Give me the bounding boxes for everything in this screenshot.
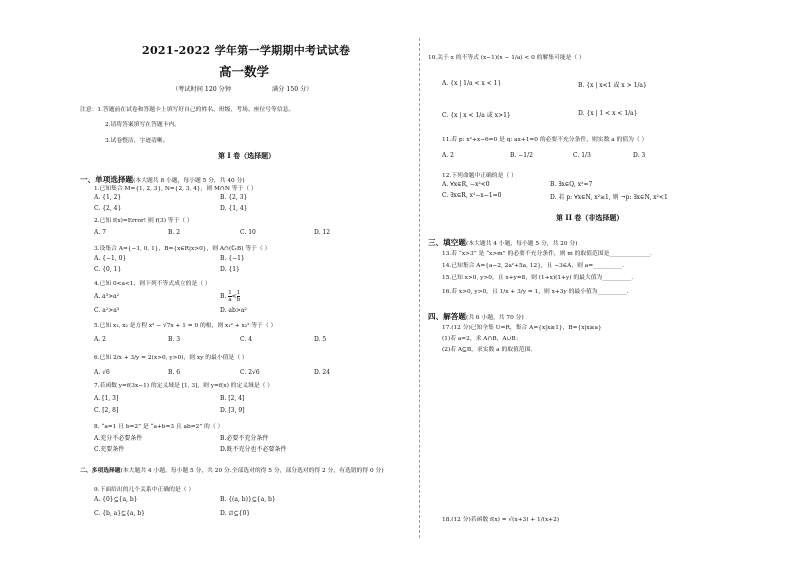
q10-option-b: B. {x | x<1 或 x > 1/a}	[578, 82, 647, 89]
column-divider	[419, 38, 420, 538]
question-16: 16.若 x>0, y>0，且 1/x + 3/y = 1，则 x+3y 的最小值为__________.	[442, 289, 629, 295]
q6-option-a: A. √6	[94, 369, 110, 376]
question-10: 10.关于 x 的不等式 (x−1)(x − 1/a) < 0 的解集可能是（ ）	[428, 55, 585, 61]
right-column	[428, 0, 763, 562]
q5-option-d: D. 5	[314, 336, 327, 343]
q7-option-b: B. [2, 4]	[220, 395, 245, 402]
subject-title: 高一数学	[219, 64, 270, 79]
section-3-title: 三、填空题	[428, 238, 466, 247]
question-14: 14.已知集合 A={a−2, 2a²+5a, 12}，且 −3∈A，则 a=__________.	[442, 263, 624, 269]
exam-title: 2021-2022 学年第一学期期中考试试卷	[142, 44, 351, 57]
q1-option-a: A. {1, 2}	[94, 194, 122, 201]
q9-option-a: A. {0}⊆{a, b}	[94, 496, 138, 503]
q10-option-c: C. {x | x < 1/a 或 x>1}	[442, 112, 511, 119]
q12-option-b: B. ∃x∈Q, x²=7	[550, 181, 593, 188]
q8-option-b: B.必要不充分条件	[220, 435, 269, 442]
question-5: 5.已知 x₁, x₂ 是方程 x² − √7x + 1 = 0 的根，则 x₁² + x₂² 等于（ ）	[94, 323, 277, 329]
left-column	[80, 0, 410, 562]
q9-option-d: D. ∅⊆{0}	[220, 510, 251, 517]
q3-option-c: C. {0, 1}	[94, 266, 122, 273]
q1-option-d: D. {1, 4}	[220, 205, 248, 212]
q2-option-c: C. 10	[240, 229, 256, 236]
question-7: 7.若函数 y=f(3x−1) 的定义域是 [1, 3]，则 y=f(x) 的定义域是（ ）	[94, 383, 274, 389]
question-15: 15.已知 x>0, y>0，且 x+y=8，则 (1+x)(1+y) 的最大值为__________.	[442, 275, 634, 281]
question-8: 8. “a=1 且 b=2” 是 “a+b=3 且 ab=2” 的（ ）	[94, 424, 224, 430]
question-2: 2.已知 f(x)=Error! 则 f(3) 等于（ ）	[94, 218, 193, 224]
q11-option-c: C. 1/3	[573, 152, 591, 159]
q3-option-d: D. {1}	[220, 266, 240, 273]
question-3: 3.设集合 A={−1, 0, 1}，B={x∈R|x>0}，则 A∩(∁ᵣB) 等于（ ）	[94, 246, 271, 252]
section-4-desc: (共 6 小题，共 70 分)	[465, 315, 524, 321]
section-2-heading	[80, 462, 410, 476]
q6-option-d: D. 24	[314, 369, 331, 376]
note-2: 2.请将答案填写在答题卡内。	[105, 122, 181, 128]
question-11: 11.若 p: x²+x−6=0 是 q: ax+1=0 的必要不充分条件，则实数 a 的值为（ ）	[442, 137, 648, 143]
q4-option-a: A. a³>a²	[94, 293, 120, 300]
q3-option-b: B. {−1}	[220, 255, 245, 262]
q8-option-a: A.充分不必要条件	[94, 435, 143, 442]
section-1-desc: (本大题共 8 小题，每小题 5 分，共 40 分)	[133, 178, 245, 184]
exam-time: （考试时间 120 分钟	[172, 86, 232, 93]
q4-option-d: D. ab>a²	[220, 307, 247, 314]
q11-option-a: A. 2	[442, 152, 454, 159]
note-3: 3.试卷整洁，字迹清晰。	[105, 138, 169, 144]
section-3-heading	[428, 230, 577, 249]
q9-option-c: C. {b, a}⊆{a, b}	[94, 510, 145, 517]
q1-option-c: C. {2, 4}	[94, 205, 122, 212]
note-1: 注意：1.答题前在试卷和答题卡上填写好自己的姓名、班级、考场、座位号等信息。	[80, 107, 295, 113]
q2-option-b: B. 2	[168, 229, 181, 236]
section-4-title: 四、解答题	[428, 312, 466, 321]
section-3-desc: (本大题共 4 小题，每小题 5 分，共 20 分)	[465, 241, 578, 247]
q5-option-c: C. 4	[240, 336, 253, 343]
q5-option-b: B. 3	[168, 336, 181, 343]
question-17-part-2: (2)若 A⊆B，求实数 a 的取值范围.	[442, 347, 533, 353]
q12-option-c: C. ∃x∈R, x²−x−1=0	[442, 192, 502, 199]
q4-option-c: C. a²>a³	[94, 307, 120, 314]
volume-1-title: 第 I 卷（选择题）	[218, 151, 276, 160]
q2-option-a: A. 7	[94, 229, 106, 236]
q5-option-a: A. 2	[94, 336, 106, 343]
question-4: 4.已知 0<a<1，则下列不等式成立的是（ ）	[94, 281, 211, 287]
q10-option-d: D. {x | 1 < x < 1/a}	[578, 110, 638, 117]
question-9: 9.下面给出的几个关系中正确的是（ ）	[94, 487, 195, 493]
q6-option-c: C. 2√6	[240, 369, 260, 376]
question-6: 6.已知 2/x + 3/y = 2(x>0, y>0)，则 xy 的最小值是（ ）	[94, 355, 248, 361]
q2-option-d: D. 12	[314, 229, 331, 236]
q8-option-d: D.既不充分也不必要条件	[220, 446, 287, 453]
q1-option-b: B. {2, 3}	[220, 194, 248, 201]
q6-option-b: B. 6	[168, 369, 181, 376]
question-17: 17.(12 分)已知全集 U=R，集合 A={x|x≥1}，B={x|x≥a}	[442, 325, 602, 331]
q3-option-a: A. {−1, 0}	[94, 255, 127, 262]
question-17-part-1: (1)若 a=2，求 A∩B，A∪B；	[442, 336, 522, 342]
q8-option-c: C.充要条件	[94, 446, 125, 453]
q9-option-b: B. {(a, b)}⊆{a, b}	[220, 496, 276, 503]
q12-option-a: A. ∀x∈R, −x²<0	[442, 181, 490, 188]
q7-option-a: A. [1, 3]	[94, 395, 119, 402]
q7-option-d: D. [3, 9]	[220, 407, 245, 414]
q4-option-b: B. $\frac{1}{a}$ < $\frac{1}{b}$	[220, 290, 241, 303]
q11-option-b: B. −1/2	[510, 152, 533, 159]
full-score: 满分 150 分）	[272, 86, 313, 93]
question-13: 13.若 “x>3” 是 “x>m” 的必要不充分条件，则 m 的取值范围是______________.	[442, 251, 652, 257]
section-4-heading	[428, 304, 524, 323]
q7-option-c: C. [2, 8]	[94, 407, 119, 414]
volume-2-title: 第 II 卷（非选择题）	[556, 213, 624, 222]
section-2-desc: (本大题共 4 小题，每小题 5 分，共 20 分.全部选对的得 5 分，部分选对的得 2 分，有选错的得 0 分)	[120, 468, 384, 474]
q11-option-d: D. 3	[633, 152, 646, 159]
q12-option-d: D. 若 p: ∀x∈N, x²≥1, 则 ¬p: ∃x∈N, x²<1	[550, 194, 668, 201]
question-18: 18.(12 分)若函数 f(x) = √(x+3) + 1/(x+2)	[442, 517, 560, 523]
question-1: 1.已知集合 M={1, 2, 3}, N={2, 3, 4}，则 M∩N 等于（ ）	[94, 186, 257, 192]
section-2-title: 二、多项选择题	[80, 468, 121, 474]
question-12: 12.下列命题中正确的是（ ）	[442, 173, 517, 179]
q10-option-a: A. {x | 1/a < x < 1}	[442, 80, 502, 87]
section-1-title: 一、单项选择题	[80, 175, 134, 184]
